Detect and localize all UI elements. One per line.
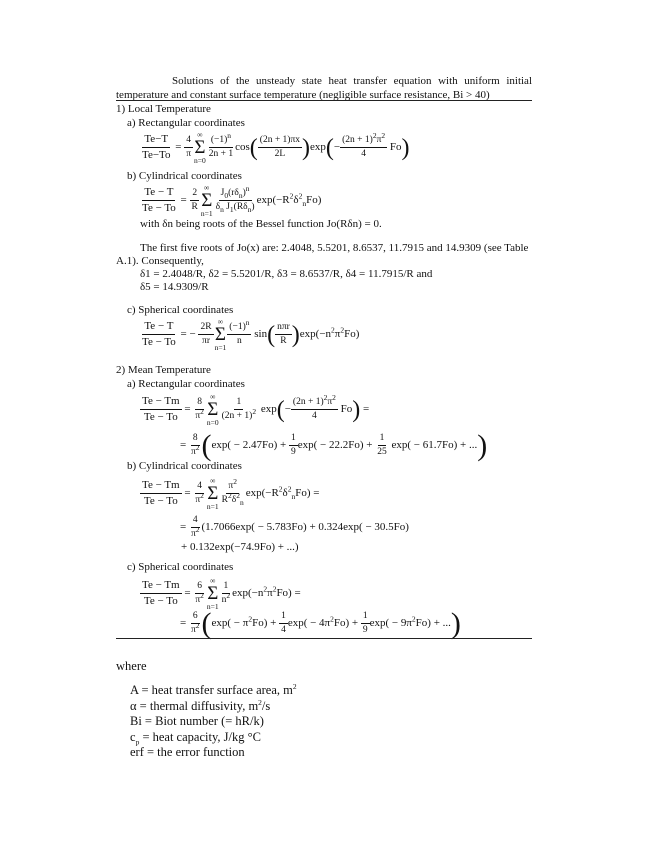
lhs-num: Te−T	[142, 133, 170, 148]
mean-rect-label: a) Rectangular coordinates	[127, 378, 245, 390]
roots-text-1: The first five roots of Jo(x) are: 2.4048, 5.5201, 8.6537, 11.7915 and 14.9309 (see Table	[140, 242, 529, 254]
roots-text-2: A.1). Consequently,	[116, 255, 204, 267]
mean-heading: 2) Mean Temperature	[116, 364, 211, 376]
equation-mean-rectangular-2: = $\frac{8}{\pi^2}$ ( exp( − 2.47Fo) + $\frac{1}{9}$ exp( − 22.2Fo) + $\frac{1}{25}$ exp( − 61.7Fo) + ... )	[180, 428, 488, 462]
local-rect-label: a) Rectangular coordinates	[127, 117, 245, 129]
deltas-line-2: δ5 = 14.9309/R	[140, 281, 209, 293]
local-sph-label: c) Spherical coordinates	[127, 304, 234, 316]
equation-mean-spherical-2: = $\frac{6}{\pi^2}$ ( $\exp( - \pi^2Fo)$ + $\frac{1}{4}$ $\exp( - 4\pi^2Fo)$ + $\frac{1}{9}$ $\exp( - 9\pi^2Fo)$ + ... )	[180, 606, 461, 640]
where-label: where	[116, 659, 147, 673]
equation-mean-cylindrical-2: = $\frac{4}{\pi^2}$ (1.7066exp( − 5.783Fo) + 0.324exp( − 30.5Fo)	[180, 515, 409, 539]
table-caption: Solutions of the unsteady state heat transfer equation with uniform initial temperature and constant surface temperature (negligible surface resistance, Bi > 40)	[116, 75, 532, 101]
where-item: $c_p$ = heat capacity, J/kg °C	[130, 729, 261, 746]
where-list	[130, 683, 297, 761]
where-item: α = thermal diffusivity, $m^2/s$	[130, 697, 271, 713]
where-item: erf = the error function	[130, 745, 245, 759]
mean-cyl-label: b) Cylindrical coordinates	[127, 460, 242, 472]
local-cyl-label: b) Cylindrical coordinates	[127, 170, 242, 182]
equation-local-rectangular: $\frac{Te-T}{Te-To}$ = $\frac{4}{\pi}$ ∞ Σ n=0 $(-1)^n$ 2n + 1 cos ( (2n + 1)πx 2L ) exp ( − $\frac{(2n + 1)^2\pi^2}{4}$ Fo )	[142, 130, 410, 165]
bottom-rule	[116, 638, 532, 639]
lhs-den: Te−To	[142, 149, 171, 161]
equation-mean-cylindrical-1: $\frac{Te - Tm}{Te - To}$ = $\frac{4}{\pi^2}$ ∞ Σ n=1 $\pi^2$ $R^2\delta^2_n$ $\exp(-R^2\delta^2_nFo)$ =	[142, 476, 320, 511]
top-rule	[116, 100, 532, 101]
where-item: Bi = Biot number (= hR/k)	[130, 714, 264, 728]
where-item: A = heat transfer surface area, $m^2$	[130, 681, 297, 697]
equation-mean-rectangular-1: $\frac{Te - Tm}{Te - To}$ = $\frac{8}{\pi^2}$ ∞ Σ n=0 1 $(2n + 1)^2$ exp ( − $\frac{(2n + 1)^2\pi^2}{4}$ Fo ) =	[142, 392, 370, 427]
equation-local-cylindrical: $\frac{Te - T}{Te - To}$ = $\frac{2}{R}$ ∞ Σ n=1 $J_0(r\delta_n)^n$ $\delta_n$ $J_1(R\delta_n)$ $\exp(-R^2\delta^2_nFo)$	[142, 183, 322, 218]
equation-mean-cylindrical-3: + 0.132exp(−74.9Fo) + ...)	[181, 541, 299, 553]
local-heading: 1) Local Temperature	[116, 103, 211, 115]
mean-sph-label: c) Spherical coordinates	[127, 561, 234, 573]
equation-local-spherical: $\frac{Te - T}{Te - To}$ = − $\frac{2R}{\pi r}$ ∞ Σ n=1 $(-1)^n$ n sin ( nπr R ) $\exp(-n^2\pi^2Fo)$	[142, 317, 360, 352]
deltas-line-1: δ1 = 2.4048/R, δ2 = 5.5201/R, δ3 = 8.6537/R, δ4 = 11.7915/R and	[140, 268, 433, 280]
equation-mean-spherical-1: $\frac{Te - Tm}{Te - To}$ = $\frac{6}{\pi^2}$ ∞ Σ n=1 1 $n^2$ $\exp(-n^2\pi^2Fo)$ =	[142, 576, 301, 611]
bessel-note: with δn being roots of the Bessel function Jo(Rδn) = 0.	[140, 218, 382, 230]
